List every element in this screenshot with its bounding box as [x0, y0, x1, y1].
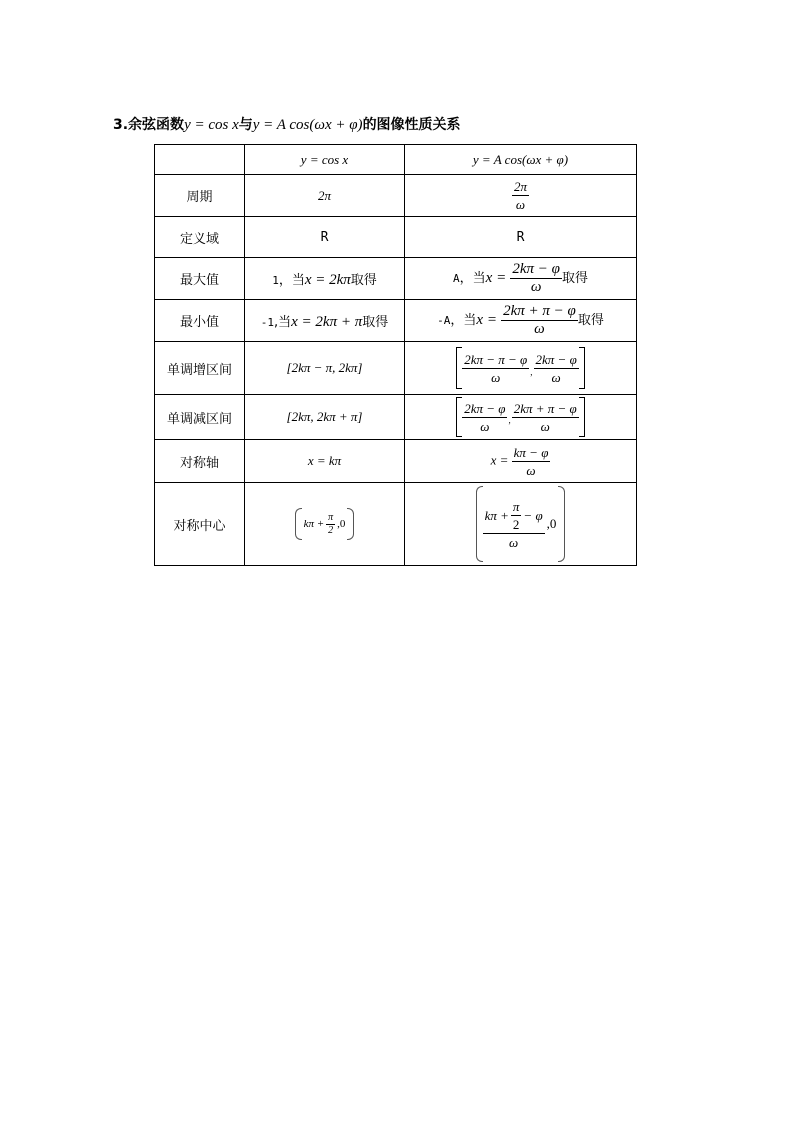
row-label: 周期 — [155, 175, 245, 217]
period-acos — [405, 175, 637, 217]
fraction-denominator: 2 — [512, 516, 520, 532]
table-row-axis — [155, 440, 637, 483]
table-row-increasing — [155, 342, 637, 395]
min-cos — [245, 300, 405, 342]
fraction-denominator: ω — [534, 321, 545, 337]
fraction-numerator: 2kπ − φ — [464, 400, 506, 416]
point-parentheses — [295, 508, 355, 540]
header-cell-empty — [155, 145, 245, 175]
domain-cos: R — [245, 217, 405, 258]
min-cond: ，当 — [450, 313, 477, 328]
fraction-numerator — [483, 498, 545, 533]
min-cond: ,当 — [274, 314, 292, 330]
increasing-cos: [2kπ − π, 2kπ] — [245, 342, 405, 395]
fraction — [483, 498, 545, 551]
fraction — [462, 400, 507, 435]
table-header-row — [155, 145, 637, 175]
heading-mid: 与 — [238, 117, 253, 133]
fraction-numerator: 2π — [513, 179, 527, 194]
max-value: 1 — [272, 273, 279, 287]
row-label: 定义域 — [155, 217, 245, 258]
domain-acos: R — [405, 217, 637, 258]
interval-brackets — [456, 347, 585, 389]
fraction-denominator: 2 — [328, 524, 334, 536]
fraction-denominator: ω — [509, 534, 519, 550]
center-tail: − φ — [523, 507, 543, 523]
max-acos — [405, 258, 637, 300]
fraction-numerator: 2kπ − φ — [535, 351, 577, 367]
center-post: ,0 — [337, 518, 346, 530]
separator: , — [508, 415, 511, 425]
point-parentheses — [476, 486, 566, 562]
fraction — [326, 512, 335, 537]
max-expr: x = 2kπ — [304, 271, 351, 288]
table-row-decreasing — [155, 395, 637, 440]
left-paren — [476, 486, 483, 562]
fraction-denominator: ω — [515, 197, 526, 212]
min-value: -A — [437, 314, 451, 327]
right-bracket — [579, 347, 585, 389]
separator: , — [530, 367, 533, 377]
fraction-denominator: ω — [491, 369, 501, 385]
fraction-denominator: ω — [540, 418, 550, 434]
decreasing-cos: [2kπ, 2kπ + π] — [245, 395, 405, 440]
right-paren — [558, 486, 565, 562]
min-lhs: x = — [476, 312, 497, 328]
fraction-denominator: ω — [530, 279, 542, 295]
fraction-numerator: π — [512, 498, 520, 514]
heading-suffix: 的图像性质关系 — [362, 117, 461, 133]
min-end: 取得 — [577, 313, 604, 328]
fraction — [534, 351, 579, 386]
max-value: A — [453, 272, 460, 285]
max-lhs: x = — [485, 270, 507, 286]
max-end: 取得 — [561, 271, 588, 286]
fraction-numerator: 2kπ + π − φ — [513, 400, 577, 416]
table-row-max — [155, 258, 637, 300]
right-paren — [347, 508, 354, 540]
fraction-numerator: 2kπ − π − φ — [464, 351, 528, 367]
period-cos: 2π — [245, 175, 405, 217]
fraction-numerator: kπ − φ — [513, 444, 549, 460]
fraction-numerator: π — [328, 511, 334, 523]
interval-brackets — [456, 397, 585, 437]
table-row-domain — [155, 217, 637, 258]
max-cond: ，当 — [459, 271, 486, 286]
fraction-denominator: ω — [480, 418, 490, 434]
fraction-numerator: 2kπ − φ — [512, 261, 560, 277]
max-cos — [245, 258, 405, 300]
fraction — [509, 498, 524, 533]
fraction — [510, 261, 562, 296]
min-expr: x = 2kπ + π — [291, 313, 363, 330]
center-post: ,0 — [546, 516, 557, 531]
fraction-denominator: ω — [526, 462, 536, 478]
fraction — [512, 178, 529, 213]
left-paren — [295, 508, 302, 540]
center-acos — [405, 483, 637, 566]
fraction — [512, 444, 551, 479]
axis-acos — [405, 440, 637, 483]
table-row-min — [155, 300, 637, 342]
axis-cos: x = kπ — [245, 440, 405, 483]
max-cond: ，当 — [278, 272, 305, 288]
row-label: 最大值 — [155, 258, 245, 300]
row-label: 单调增区间 — [155, 342, 245, 395]
increasing-acos — [405, 342, 637, 395]
min-value: -1 — [260, 315, 274, 329]
right-bracket — [579, 397, 585, 437]
section-heading — [113, 114, 461, 136]
heading-prefix: 3.余弦函数 — [113, 117, 185, 133]
max-end: 取得 — [350, 272, 377, 288]
row-label: 对称中心 — [155, 483, 245, 566]
fraction-numerator: 2kπ + π − φ — [503, 303, 576, 319]
header-cell-cos: y = cos x — [245, 145, 405, 175]
fraction — [512, 400, 579, 435]
min-acos — [405, 300, 637, 342]
row-label: 对称轴 — [155, 440, 245, 483]
fraction-denominator: ω — [551, 369, 561, 385]
center-pre: kπ + — [484, 507, 509, 523]
properties-table — [154, 144, 637, 566]
axis-lhs: x = — [490, 451, 509, 467]
center-pre: kπ + — [303, 518, 325, 530]
fraction — [501, 303, 578, 338]
min-end: 取得 — [362, 314, 389, 330]
table-row-period — [155, 175, 637, 217]
center-cos — [245, 483, 405, 566]
row-label: 单调减区间 — [155, 395, 245, 440]
heading-formula-acos: y = A cos(ωx + φ) — [252, 117, 363, 133]
heading-formula-cos: y = cos x — [184, 117, 239, 133]
row-label: 最小值 — [155, 300, 245, 342]
table-row-center — [155, 483, 637, 566]
header-cell-acos: y = A cos(ωx + φ) — [405, 145, 637, 175]
decreasing-acos — [405, 395, 637, 440]
fraction — [462, 351, 529, 386]
